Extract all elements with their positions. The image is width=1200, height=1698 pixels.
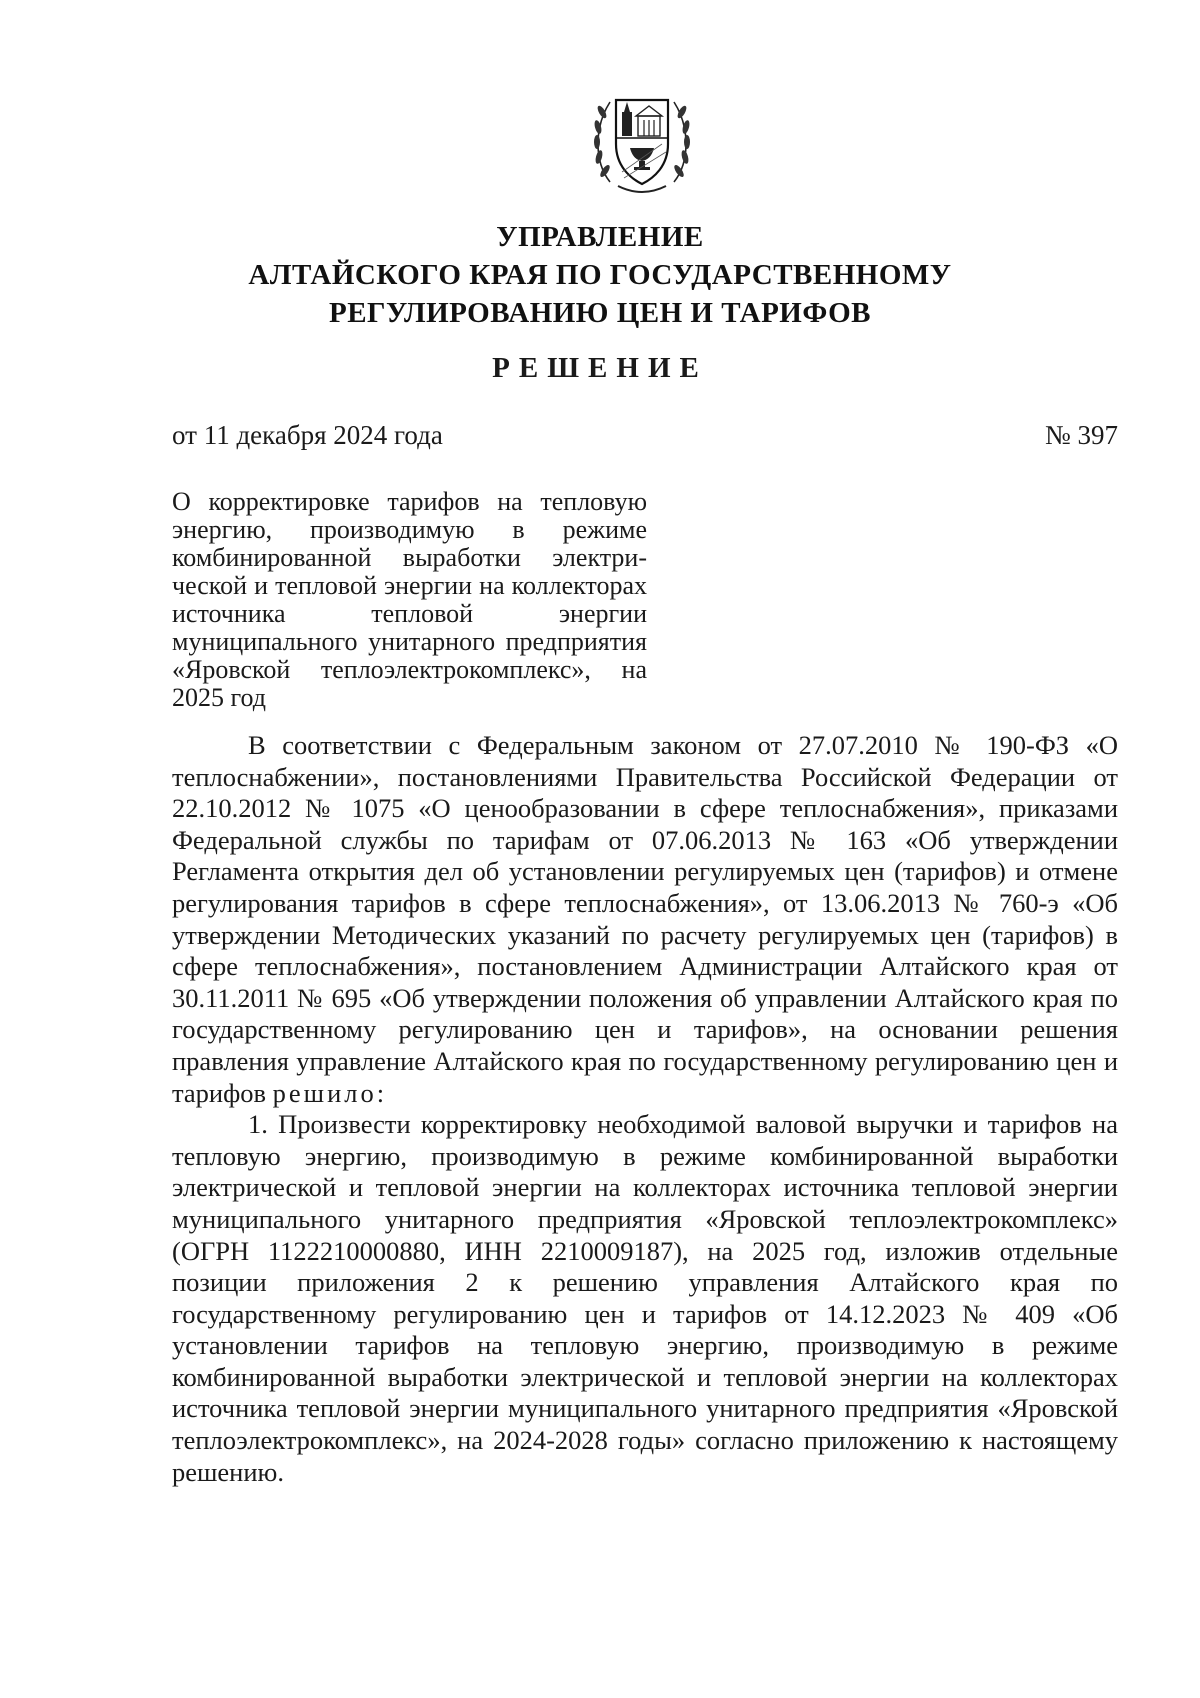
decided-word: решило (272, 1077, 377, 1108)
intro-text: В соответствии с Федеральным законом от 27.07.2010 № 190-ФЗ «О теплоснабжении», постановлениями Правительства Российской Федерации от 22.10.2012 № 1075 «О ценообразовании в сфере теплоснабжения», приказами Федеральной службы по тарифам от 07.06.2013 № 163 «Об утверждении Регламента открытия дел об установлении регулируемых цен (тарифов) и отмене регулирования тарифов в сфере теплоснабжения», от 13.06.2013 № 760-э «Об утверждении Методических указаний по расчету регулируемых цен (тарифов) в сфере теплоснабжения», постановлением Администрации Алтайского края от 30.11.2011 № 695 «Об утверждении положения об управлении Алтайского края по государственному регулированию цен и тарифов», на основании решения правления управление Алтайского края по государственному регулированию цен и тарифов (172, 730, 1118, 1108)
item-1-paragraph: 1. Произвести корректировку необходимой валовой выручки и тарифов на тепловую энергию, производимую в режиме комбинированной выработки электрической и тепловой энергии на коллекторах источника тепловой энергии муниципального унитарного предприятия «Яровской теплоэлектрокомплекс» (ОГРН 1122210000880, ИНН 2210009187), на 2025 год, изложив отдельные позиции приложения 2 к решению управления Алтайского края по государственному регулированию цен и тарифов от 14.12.2023 № 409 «Об установлении тарифов на тепловую энергию, производимую в режиме комбинированной выработки электрической и тепловой энергии на коллекторах источника тепловой энергии муниципального унитарного предприятия «Яровской теплоэлектрокомплекс», на 2024-2028 годы» согласно приложению к настоящему решению. (172, 1109, 1118, 1487)
decision-subject: О корректировке тарифов на тепловую энергию, производимую в режиме комбинированной выработки электрической и тепловой энергии на коллекторах источника тепловой энергии муниципального унитарного предприятия «Яровской теплоэлектрокомплекс», на 2025 год (172, 487, 647, 712)
altai-krai-coat-of-arms-icon (588, 82, 696, 200)
decision-body (172, 730, 1118, 1488)
decision-date: от 11 декабря 2024 года (172, 420, 443, 450)
decision-title: РЕШЕНИЕ (492, 352, 708, 384)
intro-paragraph (172, 730, 1118, 1109)
decision-number: № 397 (1044, 420, 1118, 450)
header-line-2: АЛТАЙСКОГО КРАЯ ПО ГОСУДАРСТВЕННОМУ (248, 259, 952, 291)
agency-header (0, 218, 1200, 332)
decided-colon: : (376, 1077, 385, 1108)
header-line-1: УПРАВЛЕНИЕ (496, 221, 704, 253)
header-line-3: РЕГУЛИРОВАНИЮ ЦЕН И ТАРИФОВ (329, 297, 871, 329)
